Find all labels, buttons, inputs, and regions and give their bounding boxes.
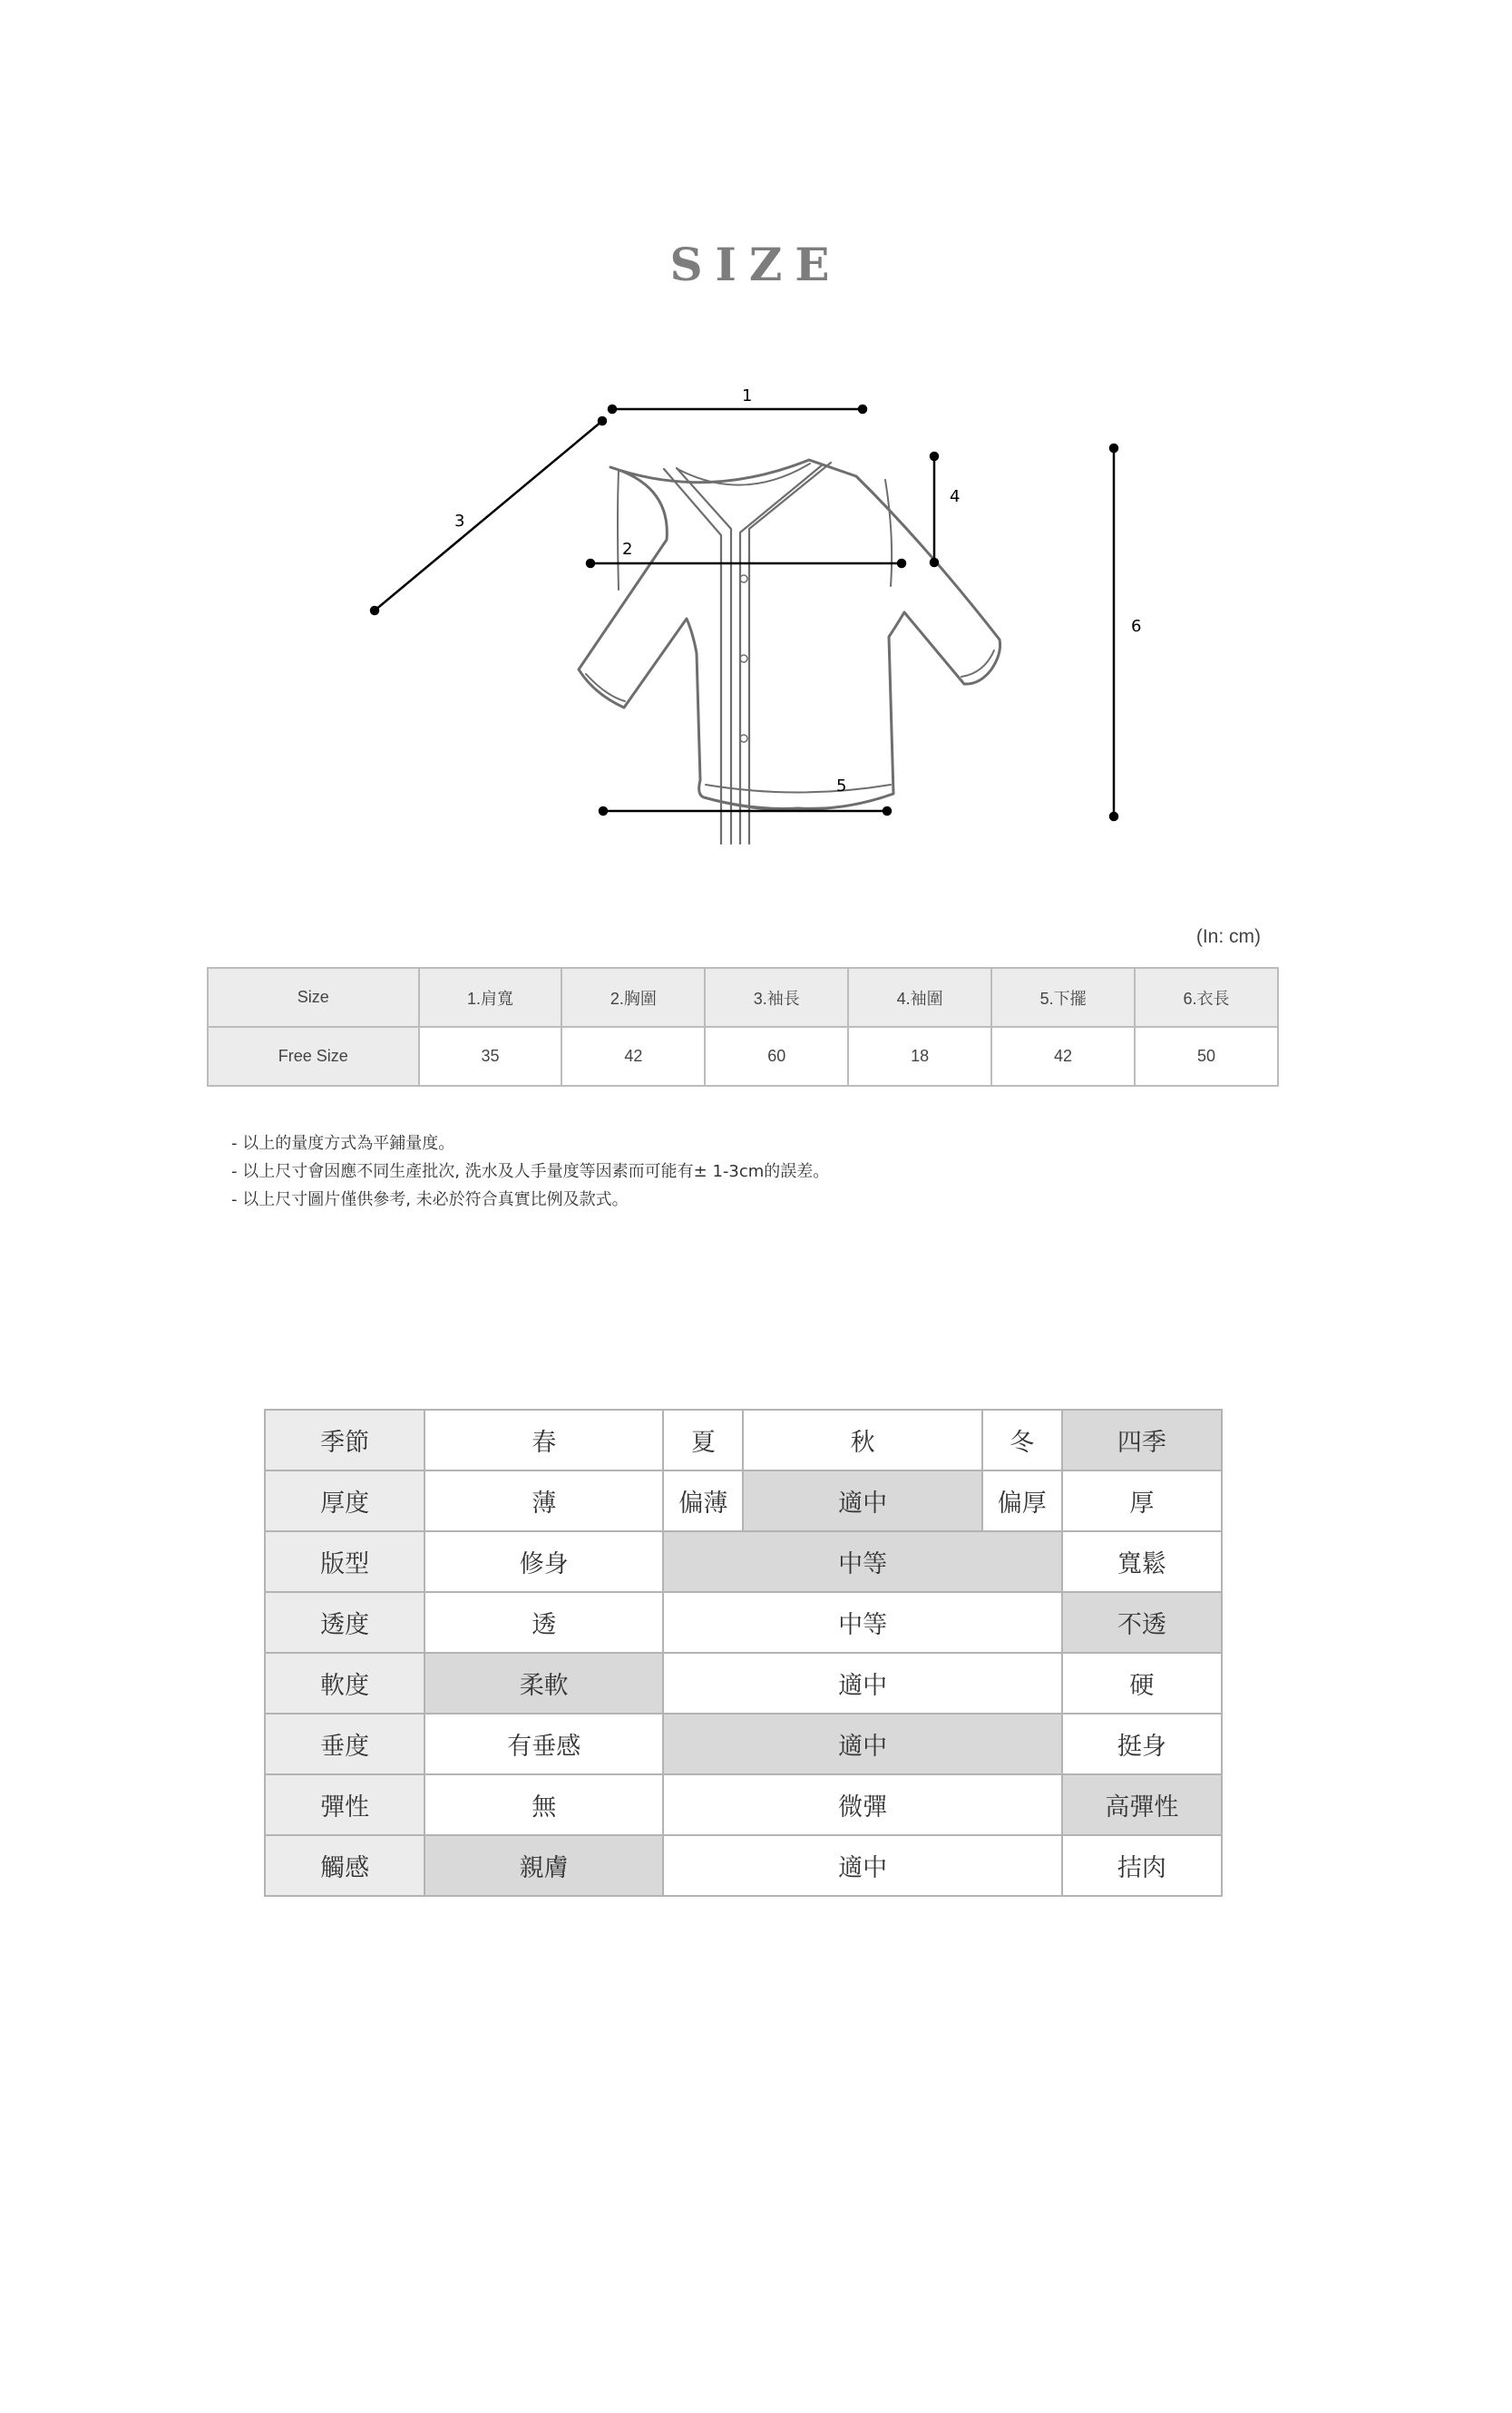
attribute-option: 透 — [424, 1592, 663, 1653]
attribute-option: 薄 — [424, 1470, 663, 1531]
size-header: 5.下擺 — [991, 968, 1135, 1027]
measure-label-2: 2 — [622, 540, 633, 559]
size-header: Size — [208, 968, 419, 1027]
attribute-row — [265, 1470, 1222, 1531]
attribute-label: 版型 — [265, 1531, 424, 1592]
size-cell: 50 — [1135, 1027, 1278, 1086]
attribute-option: 修身 — [424, 1531, 663, 1592]
attribute-option: 秋 — [743, 1410, 981, 1470]
page-title: SIZE — [669, 238, 843, 291]
attribute-row — [265, 1531, 1222, 1592]
cardigan-outline — [579, 460, 1000, 844]
measure-label-5: 5 — [836, 777, 847, 796]
attribute-option: 厚 — [1062, 1470, 1222, 1531]
size-table — [207, 967, 1279, 1087]
attribute-option: 無 — [424, 1774, 663, 1835]
size-cell: 35 — [419, 1027, 562, 1086]
attribute-row — [265, 1592, 1222, 1653]
size-cell: 42 — [561, 1027, 705, 1086]
attribute-option: 偏厚 — [982, 1470, 1062, 1531]
attribute-option: 有垂感 — [424, 1714, 663, 1774]
attribute-option: 春 — [424, 1410, 663, 1470]
attribute-option-selected: 不透 — [1062, 1592, 1222, 1653]
attribute-option: 偏薄 — [663, 1470, 743, 1531]
attribute-option-selected: 四季 — [1062, 1410, 1222, 1470]
garment-measurement-diagram — [345, 381, 1161, 853]
measure-label-4: 4 — [950, 487, 961, 506]
attribute-option: 夏 — [663, 1410, 743, 1470]
attribute-label: 觸感 — [265, 1835, 424, 1896]
measurement-lines — [371, 405, 1117, 820]
attribute-row — [265, 1835, 1222, 1896]
note-line: - 以上尺寸圖片僅供參考, 未必於符合真實比例及款式。 — [231, 1190, 629, 1209]
attribute-option: 寬鬆 — [1062, 1531, 1222, 1592]
note-line: - 以上尺寸會因應不同生產批次, 洗水及人手量度等因素而可能有± 1-3cm的誤差。 — [231, 1162, 830, 1181]
attribute-option: 適中 — [663, 1835, 1061, 1896]
attribute-label: 垂度 — [265, 1714, 424, 1774]
unit-label: (In: cm) — [1195, 926, 1261, 947]
size-cell: 42 — [991, 1027, 1135, 1086]
attribute-option: 挺身 — [1062, 1714, 1222, 1774]
attribute-option-selected: 親膚 — [424, 1835, 663, 1896]
attribute-option: 中等 — [663, 1592, 1061, 1653]
attribute-label: 彈性 — [265, 1774, 424, 1835]
attribute-row — [265, 1410, 1222, 1470]
measure-label-6: 6 — [1131, 617, 1142, 636]
attribute-label: 軟度 — [265, 1653, 424, 1714]
note-line: - 以上的量度方式為平鋪量度。 — [231, 1134, 455, 1153]
attribute-option: 冬 — [982, 1410, 1062, 1470]
attribute-label: 透度 — [265, 1592, 424, 1653]
attribute-option: 微彈 — [663, 1774, 1061, 1835]
fabric-attribute-table — [264, 1409, 1223, 1897]
measure-label-3: 3 — [454, 512, 465, 531]
size-cell: 60 — [705, 1027, 848, 1086]
attribute-row — [265, 1774, 1222, 1835]
size-header: 1.肩寬 — [419, 968, 562, 1027]
attribute-row — [265, 1653, 1222, 1714]
attribute-option: 拮肉 — [1062, 1835, 1222, 1896]
size-header: 6.衣長 — [1135, 968, 1278, 1027]
size-cell: Free Size — [208, 1027, 419, 1086]
attribute-row — [265, 1714, 1222, 1774]
measurement-notes — [231, 1129, 829, 1214]
size-header: 2.胸圍 — [561, 968, 705, 1027]
size-table-header-row — [208, 968, 1278, 1027]
attribute-option-selected: 中等 — [663, 1531, 1061, 1592]
measure-label-1: 1 — [742, 386, 753, 405]
size-header: 3.袖長 — [705, 968, 848, 1027]
attribute-option-selected: 適中 — [663, 1714, 1061, 1774]
attribute-option-selected: 柔軟 — [424, 1653, 663, 1714]
attribute-label: 厚度 — [265, 1470, 424, 1531]
attribute-option: 適中 — [663, 1653, 1061, 1714]
attribute-option-selected: 高彈性 — [1062, 1774, 1222, 1835]
attribute-option: 硬 — [1062, 1653, 1222, 1714]
attribute-label: 季節 — [265, 1410, 424, 1470]
size-table-row — [208, 1027, 1278, 1086]
size-header: 4.袖圍 — [848, 968, 991, 1027]
size-cell: 18 — [848, 1027, 991, 1086]
attribute-option-selected: 適中 — [743, 1470, 981, 1531]
